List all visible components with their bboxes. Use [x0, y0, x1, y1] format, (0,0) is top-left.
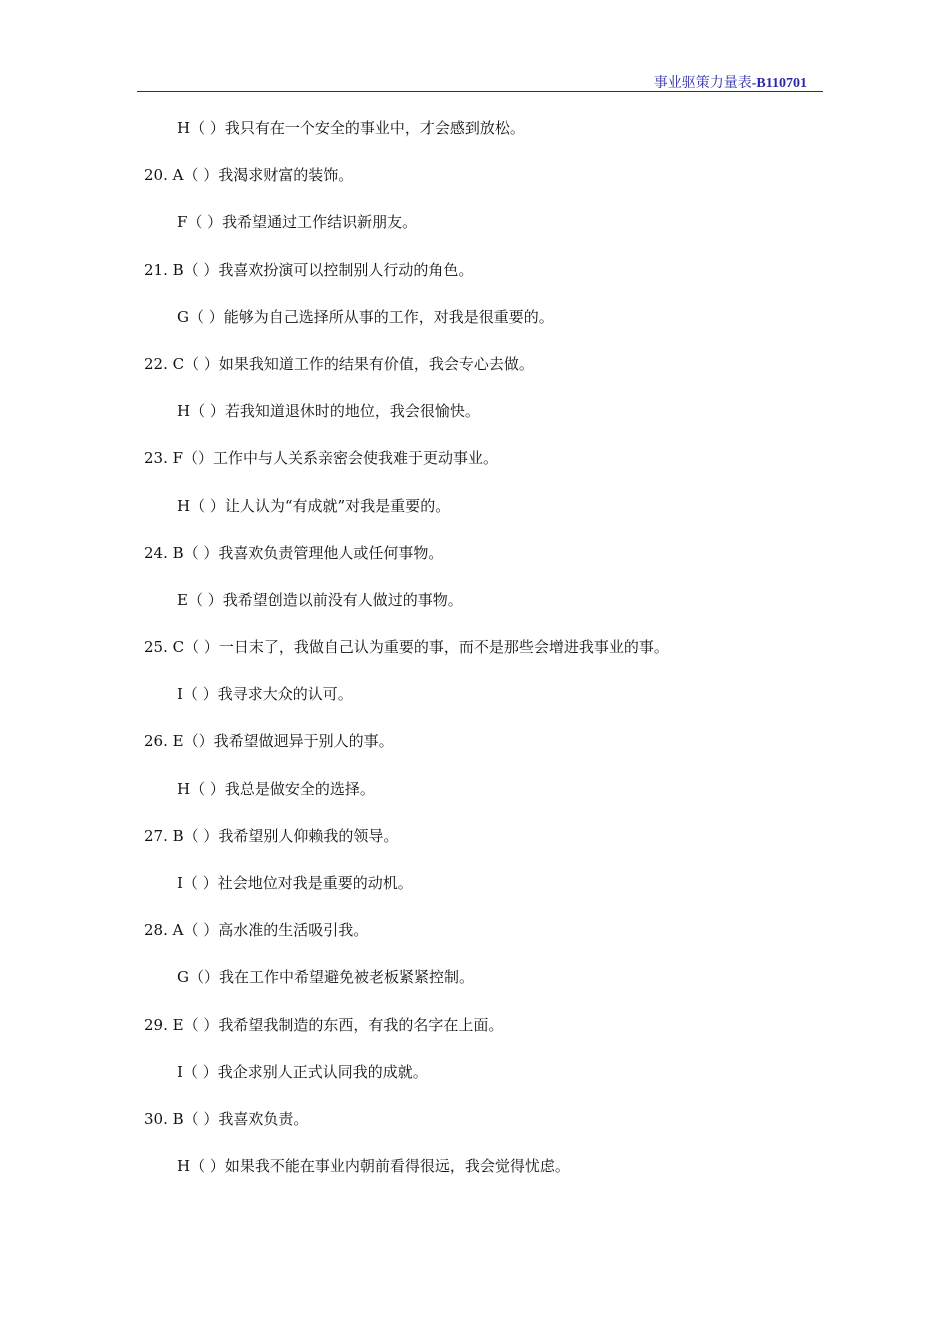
question-22: 22. C（ ）如果我知道工作的结果有价值，我会专心去做。: [144, 354, 534, 373]
question-28: 28. A（ ）高水准的生活吸引我。: [144, 921, 369, 940]
header-divider: [137, 91, 823, 92]
option-f-20: F（ ）我希望通过工作结识新朋友。: [177, 213, 418, 232]
header-code: -B110701: [751, 76, 807, 91]
option-g-21: G（ ）能够为自己选择所从事的工作，对我是很重要的。: [177, 307, 554, 326]
question-23: 23. F（）工作中与人关系亲密会使我难于更动事业。: [144, 449, 499, 468]
option-h-30: H（ ）如果我不能在事业内朝前看得很远，我会觉得忧虑。: [177, 1157, 570, 1176]
option-i-25: I（ ）我寻求大众的认可。: [177, 685, 353, 704]
option-h-26: H（ ）我总是做安全的选择。: [177, 779, 375, 798]
question-24: 24. B（ ）我喜欢负责管理他人或任何事物。: [144, 543, 444, 562]
option-i-29: I（ ）我企求别人正式认同我的成就。: [177, 1062, 428, 1081]
question-27: 27. B（ ）我希望别人仰赖我的领导。: [144, 826, 399, 845]
option-h-23: H（ ）让人认为“有成就”对我是重要的。: [177, 496, 451, 515]
question-20: 20. A（ ）我渴求财富的装饰。: [144, 166, 354, 185]
question-29: 29. E（ ）我希望我制造的东西，有我的名字在上面。: [144, 1015, 504, 1034]
question-30: 30. B（ ）我喜欢负责。: [144, 1109, 309, 1128]
question-25: 25. C（ ）一日末了，我做自己认为重要的事，而不是那些会增进我事业的事。: [144, 638, 669, 657]
page-header: [654, 72, 807, 92]
option-h-19: H（ ）我只有在一个安全的事业中，才会感到放松。: [177, 119, 525, 137]
option-h-22: H（ ）若我知道退休时的地位，我会很愉快。: [177, 402, 480, 421]
questionnaire-body: [0, 116, 950, 1201]
question-21: 21. B（ ）我喜欢扮演可以控制别人行动的角色。: [144, 260, 474, 279]
header-title: 事业驱策力量表: [653, 75, 752, 91]
option-i-27: I（ ）社会地位对我是重要的动机。: [177, 874, 413, 892]
option-e-24: E（ ）我希望创造以前没有人做过的事物。: [177, 590, 463, 609]
option-g-28: G（）我在工作中希望避免被老板紧紧控制。: [177, 968, 474, 987]
question-26: 26. E（）我希望做迥异于别人的事。: [144, 732, 394, 751]
